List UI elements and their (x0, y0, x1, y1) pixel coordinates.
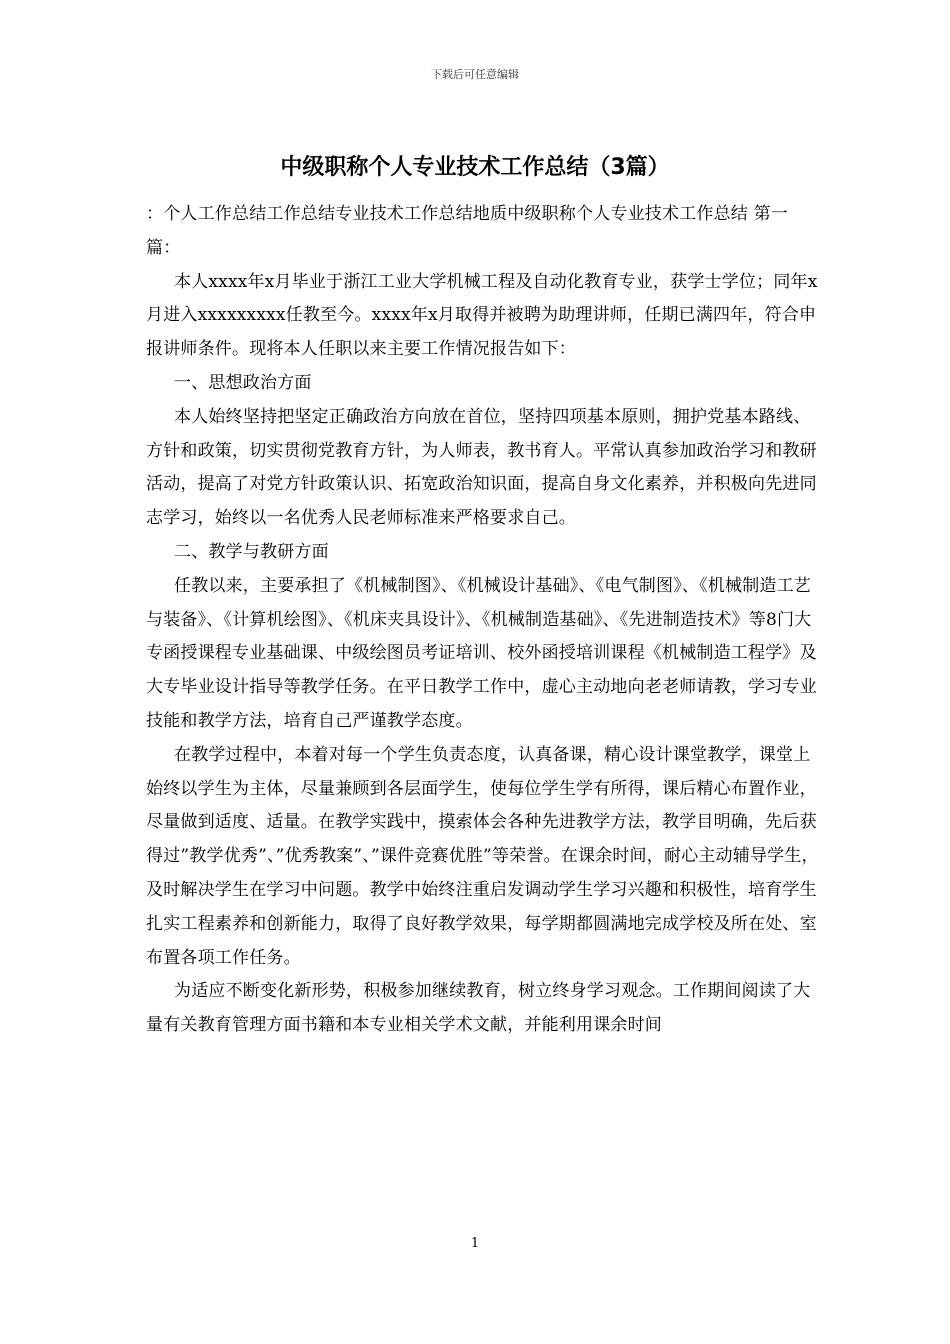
paragraph-intro: 本人xxxx年x月毕业于浙江工业大学机械工程及自动化教育专业，获学士学位；同年x月进入xxxxxxxxx任教至今。xxxx年x月取得并被聘为助理讲师，任期已满四年，符合申报讲师条件。现将本人任职以来主要工作情况报告如下： (146, 271, 818, 360)
paragraph-teaching-process: 在教学过程中，本着对每一个学生负责态度，认真备课，精心设计课堂教学，课堂上始终以学生为主体，尽量兼顾到各层面学生，使每位学生学有所得，课后精心布置作业，尽量做到适度、适量。在教学实践中，摸索体会各种先进教学方法，教学目明确，先后获得过”教学优秀”、”优秀教案”、”课件竞赛优胜”等荣誉。在课余时间，耐心主动辅导学生，及时解决学生在学习中问题。教学中始终注重启发调动学生学习兴趣和积极性，培育学生扎实工程素养和创新能力，取得了良好教学效果，每学期都圆满地完成学校及所在处、室布置各项工作任务。 (146, 744, 819, 968)
section-heading-politics: 一、思想政治方面 (174, 372, 312, 393)
paragraph-continuing-education: 为适应不断变化新形势，积极参加继续教育，树立终身学习观念。工作期间阅读了大量有关教育管理方面书籍和本专业相关学术文献，并能利用课余时间 (146, 981, 811, 1036)
paragraph-politics: 本人始终坚持把坚定正确政治方向放在首位，坚持四项基本原则，拥护党基本路线、方针和政策，切实贯彻党教育方针，为人师表，教书育人。平常认真参加政治学习和教研活动，提高了对党方针政策认识、拓宽政治知识面，提高自身文化素养，并积极向先进同志学习，始终以一名优秀人民老师标准来严格要求自己。 (146, 406, 817, 529)
header-note: 下载后可任意编辑 (431, 68, 519, 81)
page-number: 1 (470, 1236, 480, 1251)
document-body (146, 198, 822, 1043)
section-heading-teaching: 二、教学与教研方面 (174, 541, 329, 562)
keywords-line: ：个人工作总结工作总结专业技术工作总结地质中级职称个人专业技术工作总结 第一篇： (146, 204, 789, 258)
document-title: 中级职称个人专业技术工作总结（3篇） (280, 155, 670, 180)
paragraph-courses: 任教以来，主要承担了《机械制图》、《机械设计基础》、《电气制图》、《机械制造工艺与装备》、《计算机绘图》、《机床夹具设计》、《机械制造基础》、《先进制造技术》等8门大专函授课程专业基础课、中级绘图员考证培训、校外函授培训课程《机械制造工程学》及大专毕业设计指导等教学任务。在平日教学工作中，虚心主动地向老老师请教，学习专业技能和教学方法，培育自己严谨教学态度。 (146, 575, 817, 731)
